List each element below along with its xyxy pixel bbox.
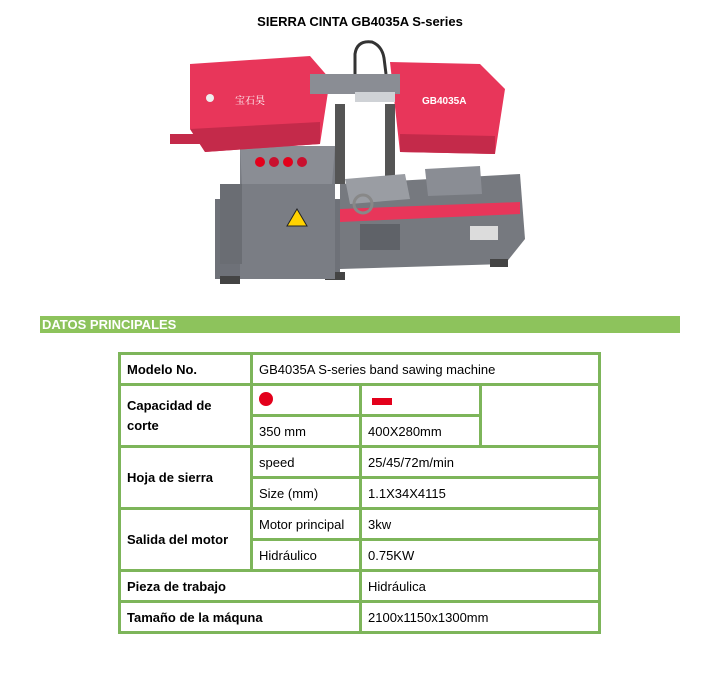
dimensions-label: Tamaño de la máquna — [120, 602, 361, 633]
hydraulic-value: 0.75KW — [361, 540, 600, 571]
rectangle-section-icon — [372, 398, 392, 405]
table-row — [120, 354, 600, 385]
hydraulic-label: Hidráulico — [252, 540, 361, 571]
speed-label: speed — [252, 447, 361, 478]
band-saw-machine-photo — [160, 34, 560, 306]
specifications-table — [118, 352, 601, 634]
section-header-bar — [40, 316, 680, 333]
main-motor-label: Motor principal — [252, 509, 361, 540]
size-value: 1.1X34X4115 — [361, 478, 600, 509]
model-value: GB4035A S-series band sawing machine — [252, 354, 600, 385]
round-section-cell — [252, 385, 361, 416]
table-row — [120, 447, 600, 478]
table-row — [120, 571, 600, 602]
section-header-label: DATOS PRINCIPALES — [42, 317, 177, 332]
motor-label: Salida del motor — [120, 509, 252, 571]
document-title: SIERRA CINTA GB4035A S-series — [257, 14, 463, 29]
dimensions-value: 2100x1150x1300mm — [361, 602, 600, 633]
capacity-rect-value: 400X280mm — [361, 416, 481, 447]
main-motor-value: 3kw — [361, 509, 600, 540]
table-row — [120, 385, 600, 416]
capacity-round-value: 350 mm — [252, 416, 361, 447]
capacity-label: Capacidad de corte — [120, 385, 252, 447]
empty-cell — [481, 385, 600, 447]
size-label: Size (mm) — [252, 478, 361, 509]
model-label: Modelo No. — [120, 354, 252, 385]
circle-section-icon — [259, 392, 273, 406]
rect-section-cell — [361, 385, 481, 416]
blade-label: Hoja de sierra — [120, 447, 252, 509]
workpiece-value: Hidráulica — [361, 571, 600, 602]
table-row — [120, 509, 600, 540]
machine-right-label: GB4035A — [422, 96, 467, 107]
machine-left-label: 宝石昊 — [235, 96, 265, 107]
speed-value: 25/45/72m/min — [361, 447, 600, 478]
workpiece-label: Pieza de trabajo — [120, 571, 361, 602]
table-row — [120, 602, 600, 633]
